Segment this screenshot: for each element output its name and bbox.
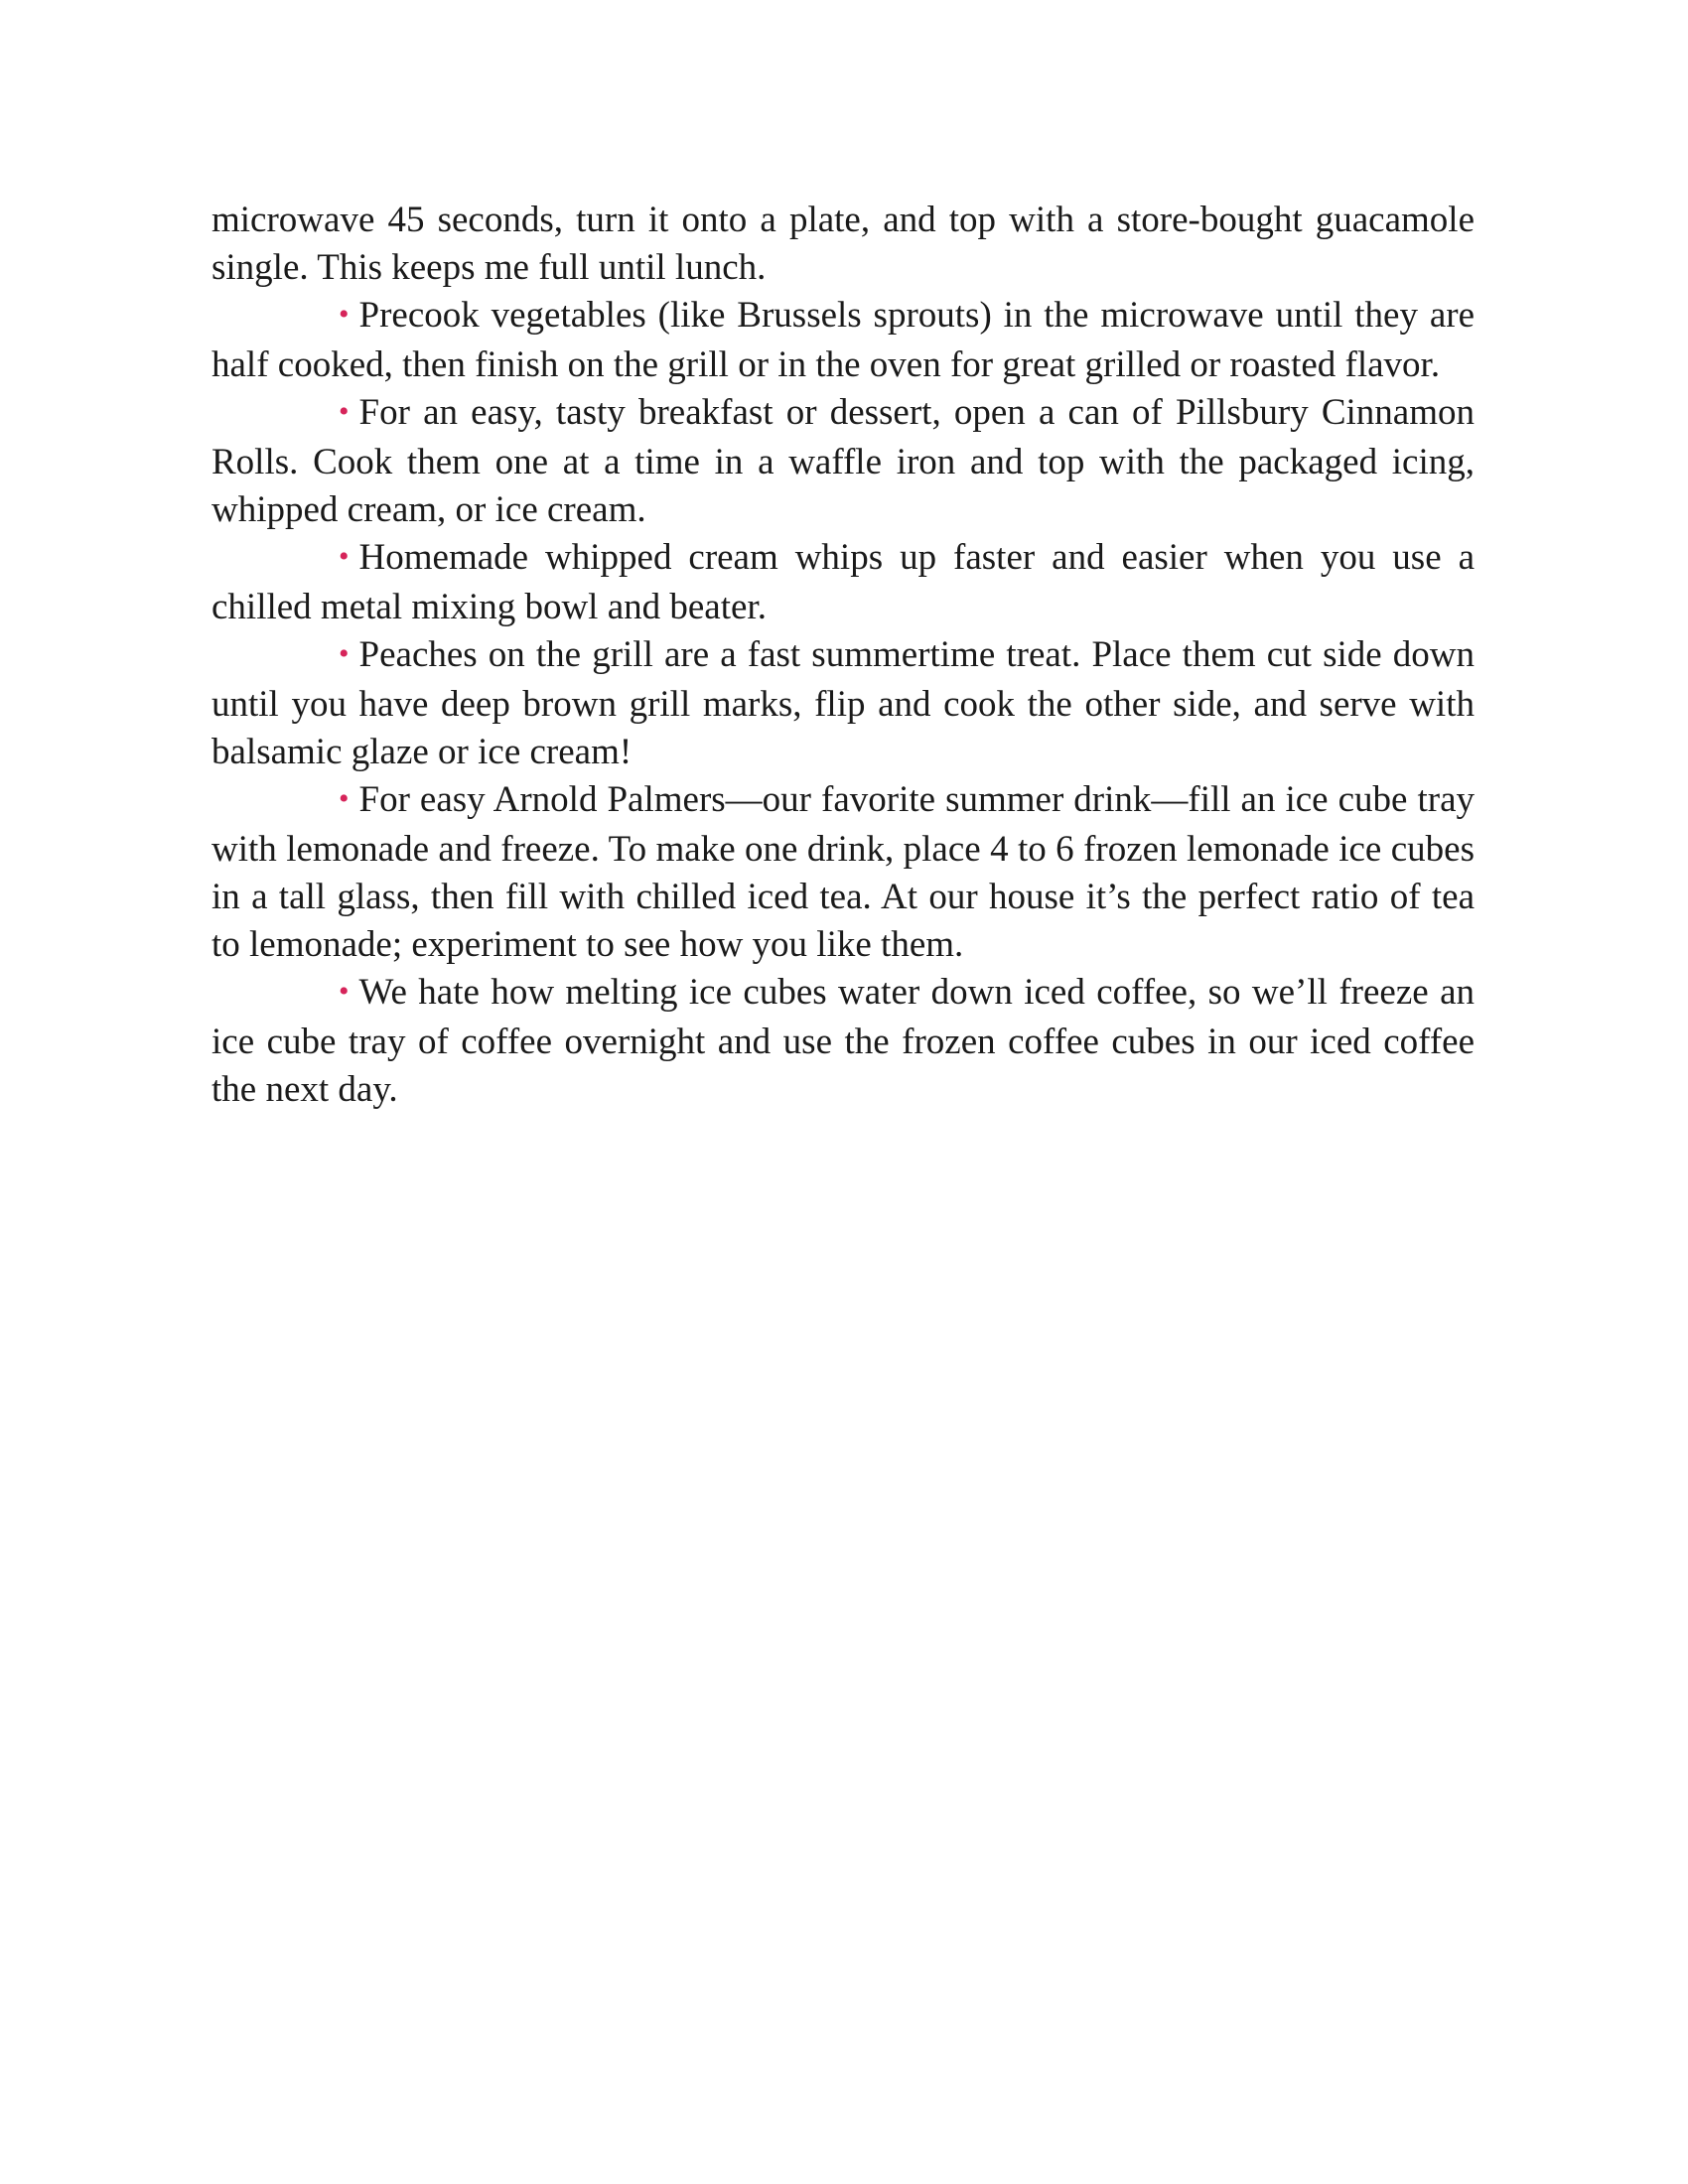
tip-text: Precook vegetables (like Brussels sprouts) in the microwave until they are half cooked, then finish on the grill or in the oven for great grilled or roasted flavor. [211,295,1475,385]
bullet-icon: • [339,395,350,428]
bullet-icon: • [339,637,350,670]
tip-text: Homemade whipped cream whips up faster and easier when you use a chilled metal mixing bowl and beater. [211,537,1475,627]
tip-item [211,776,1475,969]
tip-text: For easy Arnold Palmers—our favorite summer drink—fill an ice cube tray with lemonade and freeze. To make one drink, place 4 to 6 frozen lemonade ice cubes in a tall glass, then fill with chilled iced tea. At our house it’s the perfect ratio of tea to lemonade; experiment to see how you like them. [211,779,1475,965]
tip-item [211,631,1475,776]
continued-paragraph: microwave 45 seconds, turn it onto a plate, and top with a store-bought guacamole single. This keeps me full until lunch. [211,200,1475,288]
bullet-icon: • [339,298,350,331]
tip-text: For an easy, tasty breakfast or dessert, open a can of Pillsbury Cinnamon Rolls. Cook them one at a time in a waffle iron and top with the packaged icing, whipped cream, or ice cream. [211,392,1475,530]
tip-item [211,389,1475,534]
tip-text: We hate how melting ice cubes water down iced coffee, so we’ll freeze an ice cube tray of coffee overnight and use the frozen coffee cubes in our iced coffee the next day. [211,972,1475,1110]
tip-item [211,292,1475,389]
bullet-icon: • [339,540,350,573]
tip-item [211,534,1475,631]
tip-item [211,969,1475,1114]
bullet-icon: • [339,975,350,1008]
bullet-icon: • [339,782,350,815]
tip-text: Peaches on the grill are a fast summertime treat. Place them cut side down until you have deep brown grill marks, flip and cook the other side, and serve with balsamic glaze or ice cream! [211,634,1475,772]
body-text [211,197,1475,1114]
